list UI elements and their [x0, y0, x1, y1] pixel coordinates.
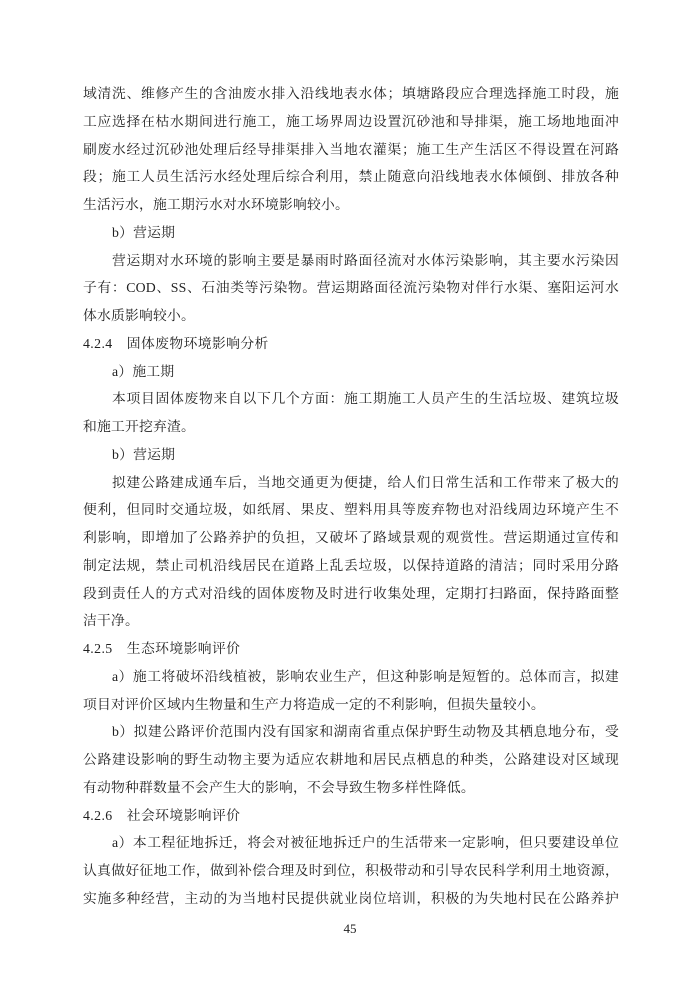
text-line: 便利，但同时交通垃圾，如纸屑、果皮、塑料用具等废弃物也对沿线周边环境产生不	[83, 502, 619, 518]
text-line: 公路建设影响的野生动物主要为适应农耕地和居民点栖息的种类，公路建设对区域现	[83, 752, 619, 767]
text-line: 拟建公路建成通车后，当地交通更为便捷，给人们日常生活和工作带来了极大的	[112, 474, 619, 490]
page-number: 45	[343, 921, 357, 936]
text-line: 和施工开挖弃渣。	[83, 419, 195, 434]
text-line: 实施多种经营，主动的为当地村民提供就业岗位培训，积极的为失地村民在公路养护	[83, 890, 619, 906]
text-line: 体水质影响较小。	[83, 308, 195, 323]
list-item-label: b）营运期	[112, 446, 176, 462]
text-line: 工应选择在枯水期间进行施工，施工场界周边设置沉砂池和导排渠，施工场地地面冲	[83, 113, 619, 129]
text-line: 利影响，即增加了公路养护的负担，又破坏了路域景观的观赏性。营运期通过宣传和	[83, 530, 619, 545]
text-line: 项目对评价区域内生物量和生产力将造成一定的不利影响，但损失量较小。	[83, 696, 545, 712]
text-line: b）拟建公路评价范围内没有国家和湖南省重点保护野生动物及其栖息地分布，受	[112, 724, 619, 740]
text-line: 段到责任人的方式对沿线的固体废物及时进行收集处理，定期打扫路面，保持路面整	[83, 585, 619, 601]
document-body	[83, 85, 619, 918]
text-line: 有动物种群数量不会产生大的影响，不会导致生物多样性降低。	[83, 779, 475, 795]
heading-4-2-4: 4.2.4 固体废物环境影响分析	[83, 335, 269, 351]
text-line: 认真做好征地工作，做到补偿合理及时到位，积极带动和引导农民科学利用土地资源，	[83, 863, 619, 878]
heading-4-2-5: 4.2.5 生态环境影响评价	[83, 641, 241, 656]
text-line: 营运期对水环境的影响主要是暴雨时路面径流对水体污染影响，其主要水污染因	[112, 252, 619, 268]
text-line: 段；施工人员生活污水经处理后综合利用，禁止随意向沿线地表水体倾倒、排放各种	[83, 169, 619, 185]
text-line: 域清洗、维修产生的含油废水排入沿线地表水体；填塘路段应合理选择施工时段，施	[83, 86, 619, 101]
text-line: 本项目固体废物来自以下几个方面：施工期施工人员产生的生活垃圾、建筑垃圾	[112, 391, 619, 407]
list-item-label: b）营运期	[112, 224, 176, 240]
list-item-label: a）施工期	[112, 363, 175, 379]
text-line: 子有：COD、SS、石油类等污染物。营运期路面径流污染物对伴行水渠、塞阳运河水	[83, 280, 619, 296]
text-line: a）本工程征地拆迁，将会对被征地拆迁户的生活带来一定影响，但只要建设单位	[112, 835, 619, 851]
text-line: 生活污水，施工期污水对水环境影响较小。	[83, 197, 349, 212]
text-line: 刷废水经过沉砂池处理后经导排渠排入当地农灌渠；施工生产生活区不得设置在河路	[83, 141, 619, 157]
heading-4-2-6: 4.2.6 社会环境影响评价	[83, 807, 241, 823]
text-line: 洁干净。	[83, 613, 139, 629]
text-line: 制定法规，禁止司机沿线居民在道路上乱丢垃圾，以保持道路的清洁；同时采用分路	[83, 557, 619, 573]
text-line: a）施工将破坏沿线植被，影响农业生产，但这种影响是短暂的。总体而言，拟建	[112, 668, 619, 684]
